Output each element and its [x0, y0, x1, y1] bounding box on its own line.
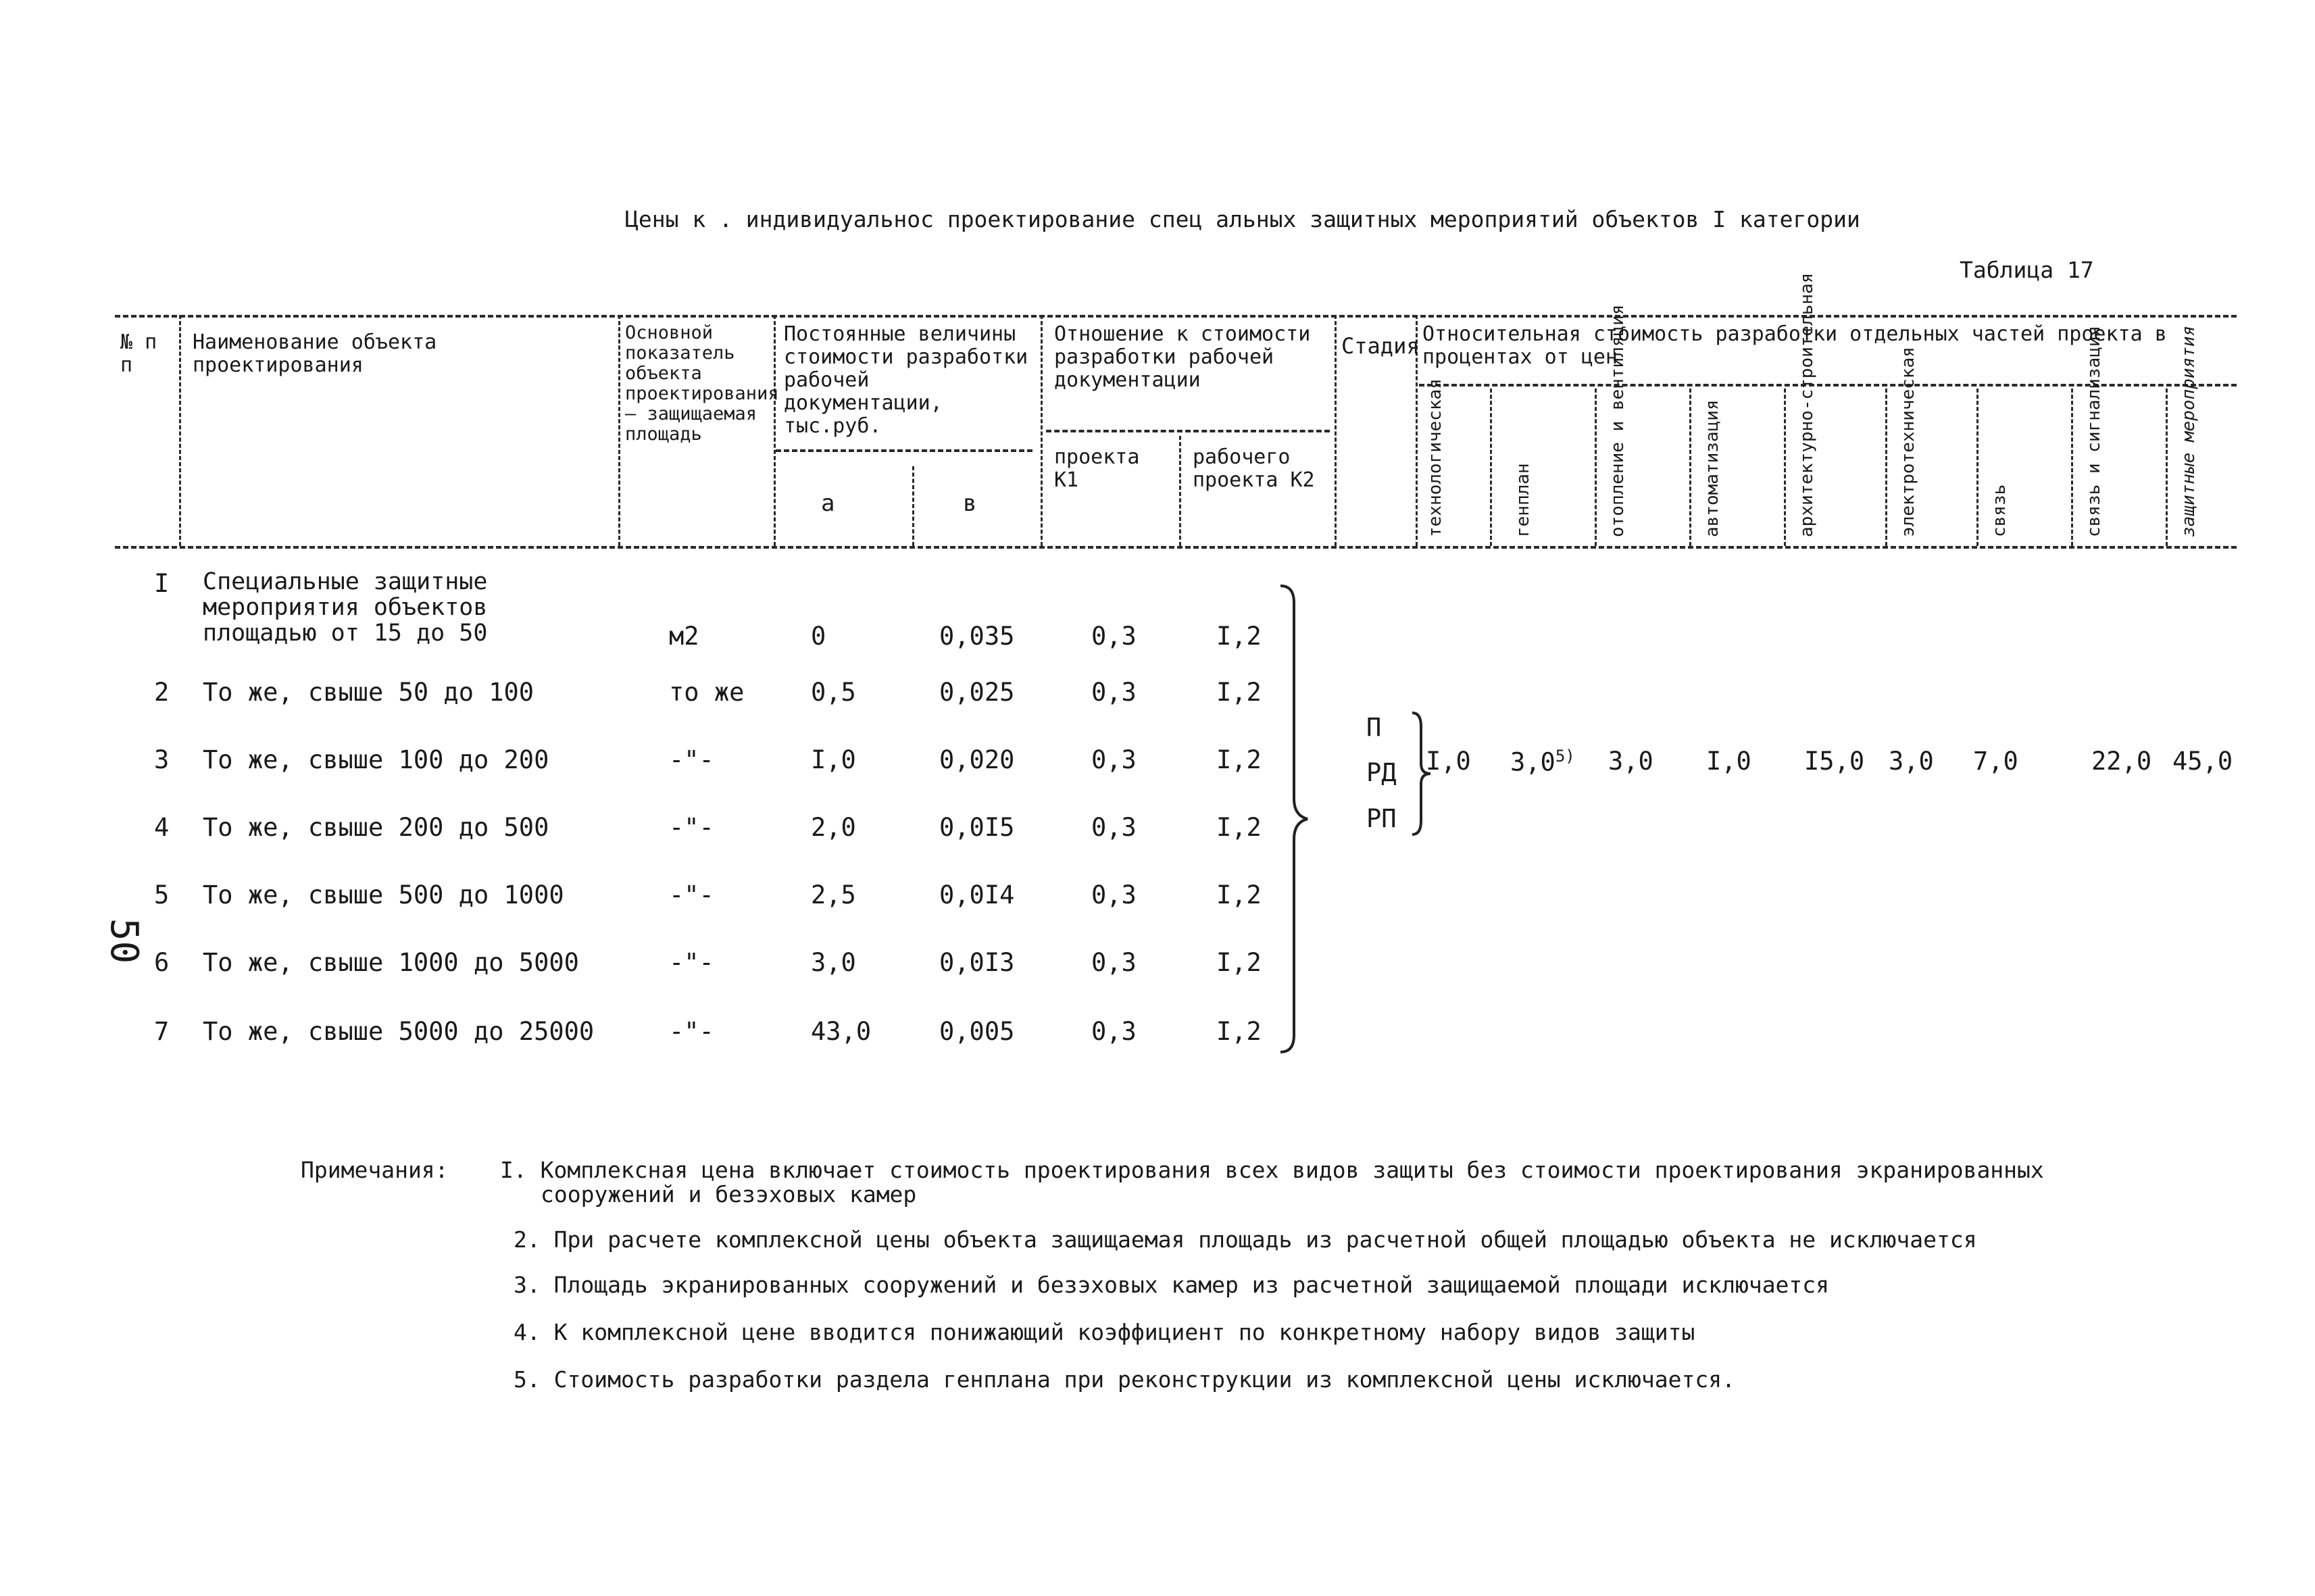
- row-value-b: 0,0I4: [939, 880, 1015, 909]
- subheader-electrical: электротехническая: [1898, 347, 1918, 537]
- percent-signaling: 22,0: [2091, 747, 2152, 776]
- row-k2: I,2: [1216, 1017, 1262, 1046]
- row-k1: 0,3: [1091, 1017, 1137, 1046]
- subheader-genplan: генплан: [1513, 463, 1533, 537]
- row-value-a: 43,0: [811, 1017, 872, 1046]
- row-k1: 0,3: [1091, 880, 1137, 909]
- row-name: То же, свыше 5000 до 25000: [203, 1017, 595, 1046]
- row-number: 5: [154, 880, 170, 909]
- header-stage: Стадия: [1341, 333, 1420, 359]
- row-value-b: 0,0I5: [939, 813, 1015, 842]
- note-1: I. Комплексная цена включает стоимость проектирования всех видов защиты без стоимости проектирования экранированных: [500, 1157, 2044, 1183]
- note-2: 2. При расчете комплексной цены объекта защищаемая площадь из расчетной общей площадью объекта не исключается: [514, 1226, 1977, 1253]
- stage-p: П: [1366, 713, 1382, 742]
- row-number: I: [154, 569, 170, 598]
- ratio-sub-rule: [1046, 430, 1330, 432]
- percent-genplan: [1510, 747, 1575, 776]
- header-num: № п п: [120, 330, 157, 377]
- percent-protection: 45,0: [2172, 747, 2233, 776]
- header-b: в: [963, 490, 977, 517]
- row-k1: 0,3: [1091, 948, 1137, 977]
- row-number: 6: [154, 948, 170, 977]
- row-name: То же, свыше 100 до 200: [203, 745, 549, 774]
- const-sub-rule: [776, 449, 1032, 452]
- percent-genplan-value: 3,0: [1510, 747, 1555, 777]
- row-brace: [1277, 582, 1318, 1055]
- row-k2: I,2: [1216, 678, 1262, 707]
- row-value-b: 0,0I3: [939, 948, 1015, 977]
- stage-rp: РП: [1366, 804, 1397, 833]
- table-label: Таблица 17: [1960, 257, 2094, 283]
- percent-communication: 7,0: [1973, 747, 2018, 776]
- header-a: а: [821, 490, 835, 517]
- subheader-signaling: связь и сигнализация: [2084, 325, 2104, 537]
- row-unit: -"-: [669, 813, 714, 842]
- notes-label: Примечания:: [301, 1157, 449, 1183]
- row-value-a: 2,0: [811, 813, 856, 842]
- subheader-protection: защитные мероприятия: [2179, 325, 2199, 537]
- row-k2: I,2: [1216, 880, 1262, 909]
- row-unit: м2: [669, 622, 699, 651]
- header-top-rule: [115, 315, 2237, 318]
- row-k2: I,2: [1216, 622, 1262, 651]
- percent-automation: I,0: [1706, 747, 1751, 776]
- row-name: То же, свыше 500 до 1000: [203, 880, 564, 909]
- page-number: 50: [102, 918, 147, 964]
- header-ratio: Отношение к стоимости разработки рабочей документации: [1054, 322, 1311, 392]
- row-k2: I,2: [1216, 745, 1262, 774]
- note-1-continued: сооружений и безэховых камер: [541, 1181, 917, 1207]
- relative-sub-rule: [1419, 384, 2237, 386]
- subheader-automation: автоматизация: [1702, 399, 1722, 537]
- row-name: То же, свыше 1000 до 5000: [203, 948, 579, 977]
- row-value-a: 2,5: [811, 880, 856, 909]
- note-3: 3. Площадь экранированных сооружений и безэховых камер из расчетной защищаемой площади исключается: [514, 1272, 1830, 1298]
- row-unit: то же: [669, 678, 745, 707]
- subheader-technological: технологическая: [1425, 378, 1445, 537]
- row-number: 2: [154, 678, 170, 707]
- row-k1: 0,3: [1091, 678, 1137, 707]
- row-unit: -"-: [669, 745, 714, 774]
- row-value-a: 3,0: [811, 948, 856, 977]
- note-4: 4. К комплексной цене вводится понижающий коэффициент по конкретному набору видов защиты: [514, 1319, 1695, 1345]
- row-k1: 0,3: [1091, 745, 1137, 774]
- row-k1: 0,3: [1091, 622, 1137, 651]
- row-k2: I,2: [1216, 813, 1262, 842]
- row-unit: -"-: [669, 1017, 714, 1046]
- row-value-b: 0,020: [939, 745, 1015, 774]
- row-k2: I,2: [1216, 948, 1262, 977]
- row-name: То же, свыше 50 до 100: [203, 678, 534, 707]
- row-number: 4: [154, 813, 170, 842]
- row-number: 7: [154, 1017, 170, 1046]
- row-value-b: 0,025: [939, 678, 1015, 707]
- header-k1: проекта К1: [1054, 445, 1140, 492]
- percent-genplan-note: 5): [1555, 747, 1575, 766]
- row-value-a: I,0: [811, 745, 856, 774]
- stage-rd: РД: [1366, 758, 1397, 787]
- subheader-communication: связь: [1989, 484, 2010, 537]
- header-bottom-rule: [115, 546, 2237, 549]
- note-5: 5. Стоимость разработки раздела генплана при реконструкции из комплексной цены исключается.: [514, 1366, 1735, 1393]
- row-name: Специальные защитные мероприятия объектов площадью от 15 до 50: [203, 568, 488, 647]
- row-k1: 0,3: [1091, 813, 1137, 842]
- row-value-a: 0,5: [811, 678, 856, 707]
- header-const: Постоянные величины стоимости разработки рабочей документации, тыс.руб.: [784, 322, 1028, 438]
- row-value-b: 0,035: [939, 622, 1015, 651]
- row-unit: -"-: [669, 880, 714, 909]
- row-value-b: 0,005: [939, 1017, 1015, 1046]
- header-name: Наименование объекта проектирования: [193, 330, 437, 377]
- header-k2: рабочего проекта К2: [1193, 445, 1315, 492]
- row-number: 3: [154, 745, 170, 774]
- subheader-heating: отопление и вентиляция: [1608, 304, 1628, 537]
- percent-technological: I,0: [1426, 747, 1471, 776]
- header-base: Основной показатель объекта проектирования – защищаемая площадь: [625, 322, 779, 445]
- row-name: То же, свыше 200 до 500: [203, 813, 549, 842]
- header-relative: Относительная стоимость разработки отдельных частей проекта в процентах от цен: [1422, 322, 2167, 369]
- percent-electrical: 3,0: [1889, 747, 1934, 776]
- percent-heating: 3,0: [1608, 747, 1653, 776]
- page-title: Цены к . индивидуальнос проектирование спец альных защитных мероприятий объектов I категории: [625, 206, 1860, 232]
- row-unit: -"-: [669, 948, 714, 977]
- row-value-a: 0: [811, 622, 826, 651]
- percent-architecture: I5,0: [1804, 747, 1865, 776]
- subheader-architecture: архитектурно-строительная: [1797, 272, 1817, 537]
